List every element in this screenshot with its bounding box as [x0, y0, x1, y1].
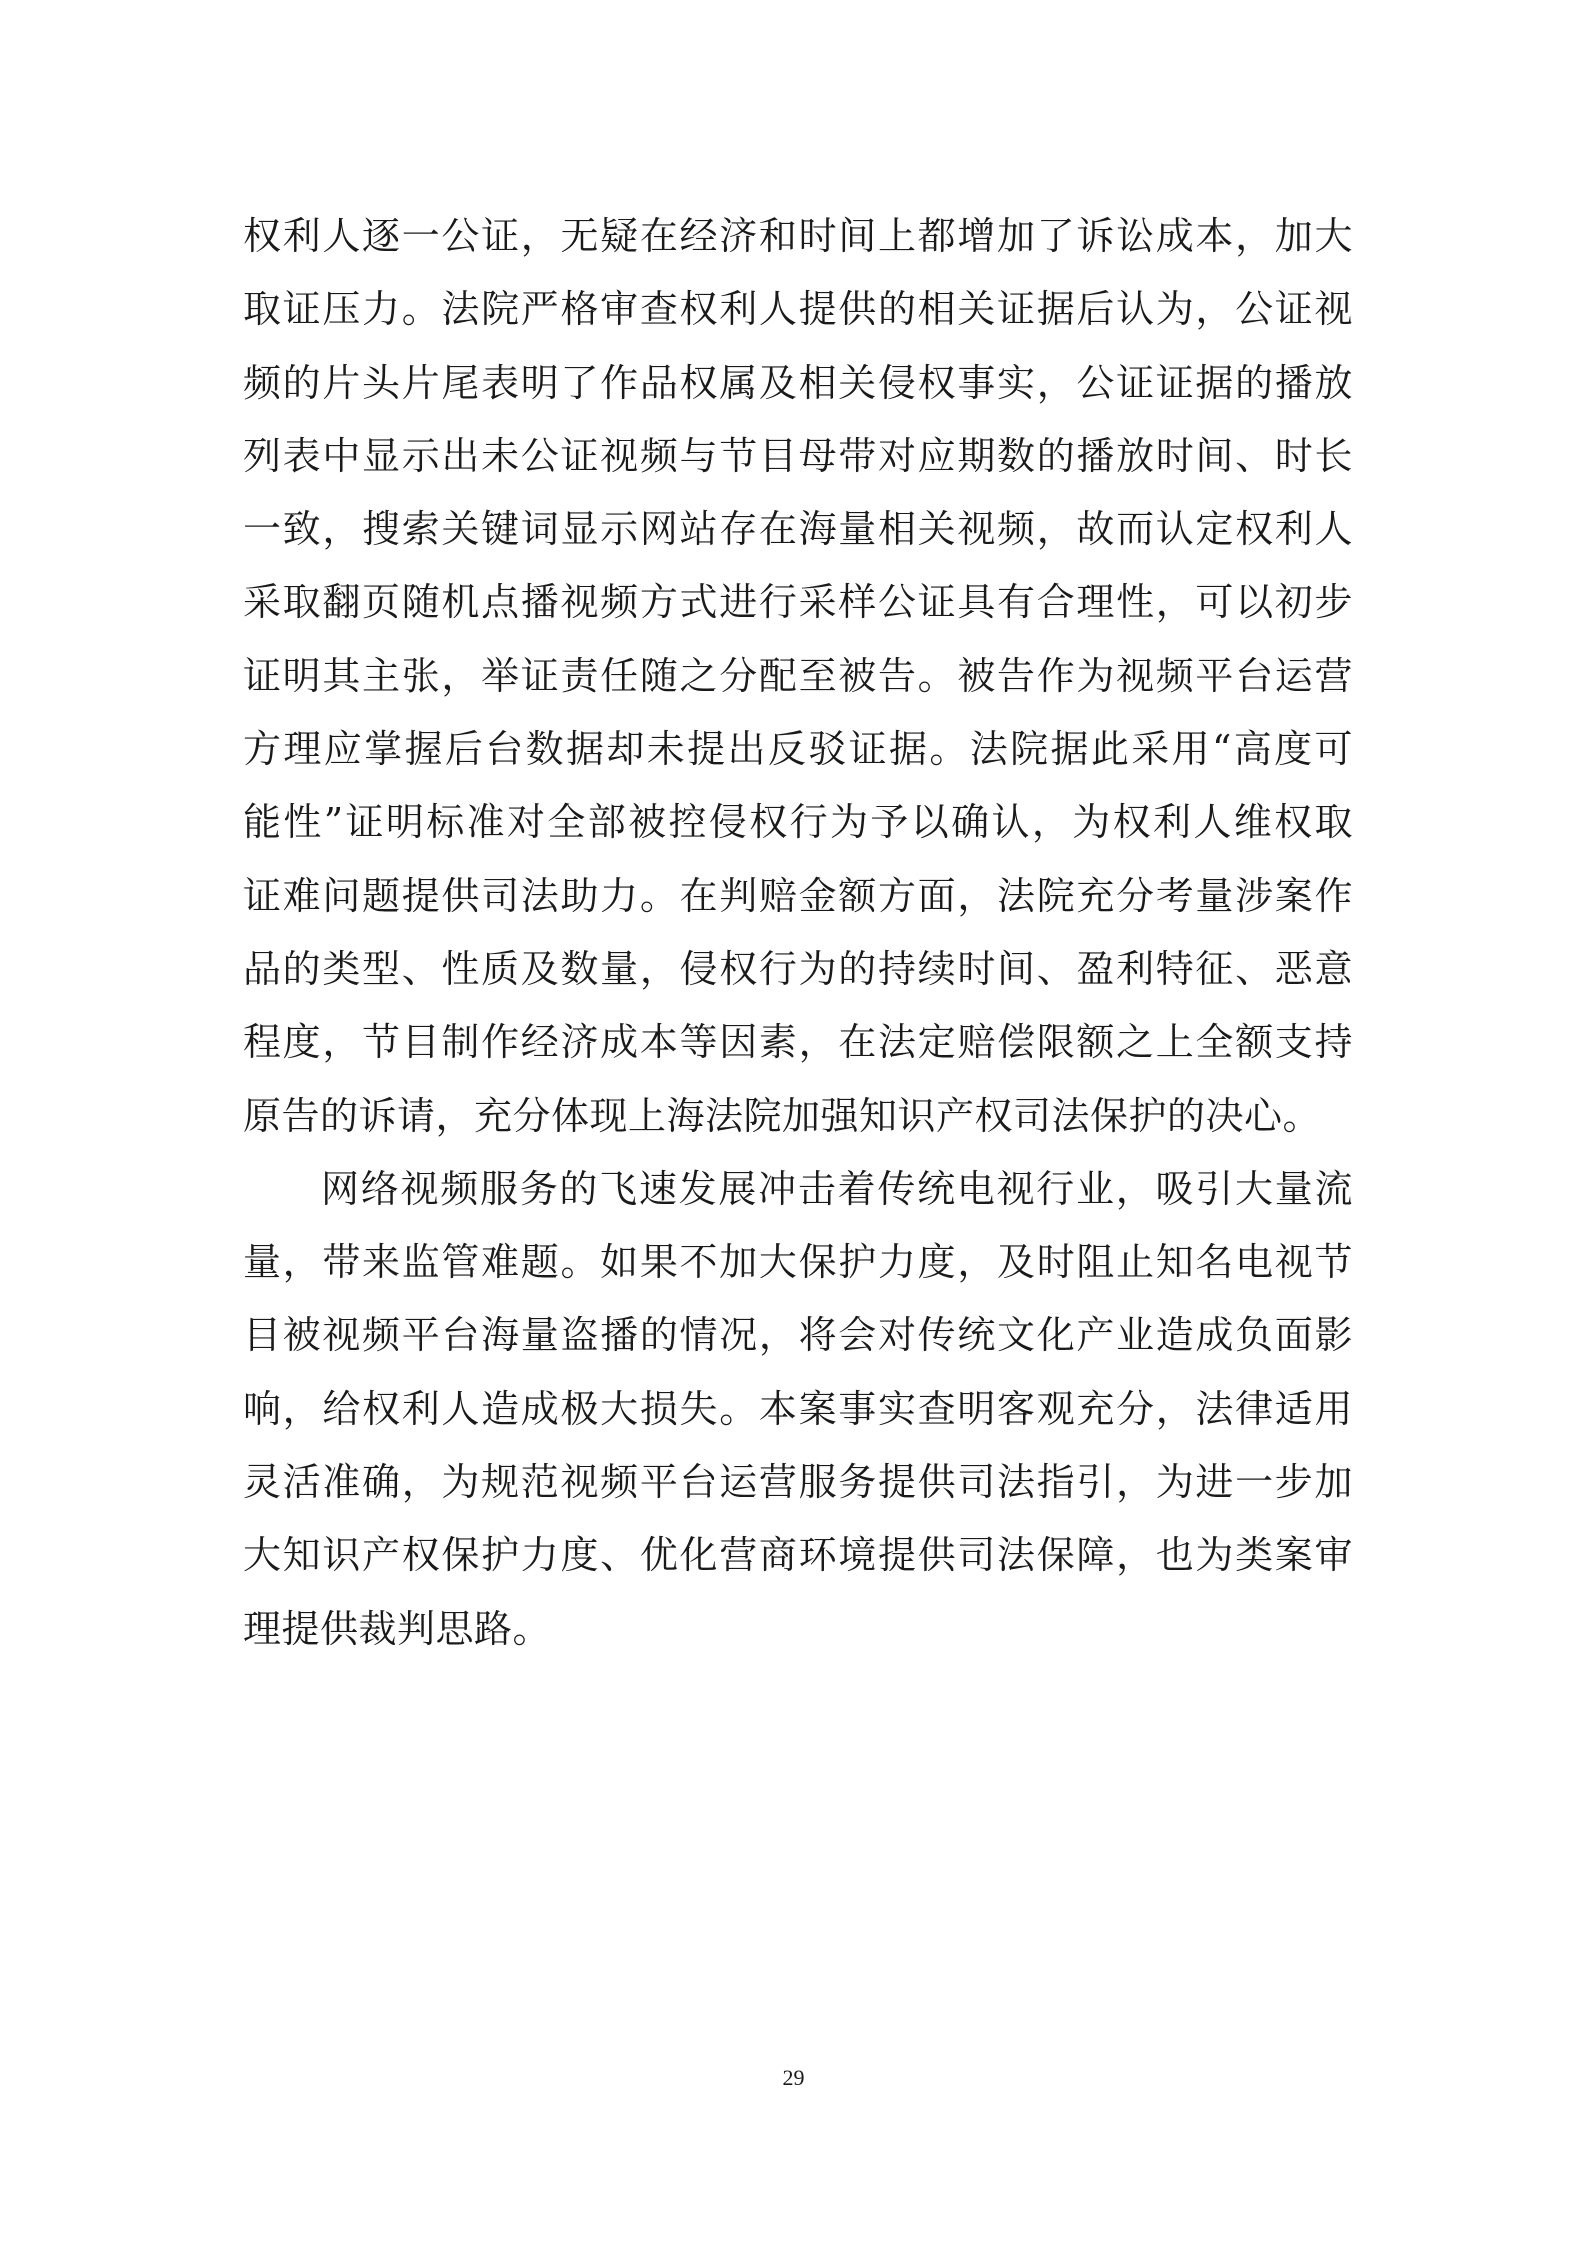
paragraph-line: 理提供裁判思路。 — [243, 1606, 552, 1651]
paragraph-line: 权利人逐一公证，无疑在经济和时间上都增加了诉讼成本，加大 — [243, 214, 1353, 258]
paragraph-line: 频的片头片尾表明了作品权属及相关侵权事实，公证证据的播放 — [243, 360, 1353, 405]
paragraph-line: 程度，节目制作经济成本等因素，在法定赔偿限额之上全额支持 — [243, 1020, 1353, 1065]
paragraph-1 — [243, 200, 1353, 1153]
paragraph-line: 方理应掌握后台数据却未提出反驳证据。法院据此采用“高度可 — [243, 727, 1353, 772]
paragraph-line: 能性”证明标准对全部被控侵权行为予以确认，为权利人维权取 — [243, 800, 1353, 845]
paragraph-line: 采取翻页随机点播视频方式进行采样公证具有合理性，可以初步 — [243, 580, 1353, 625]
paragraph-line: 证难问题提供司法助力。在判赔金额方面，法院充分考量涉案作 — [243, 873, 1353, 918]
paragraph-line: 目被视频平台海量盗播的情况，将会对传统文化产业造成负面影 — [243, 1313, 1353, 1358]
paragraph-line: 大知识产权保护力度、优化营商环境提供司法保障，也为类案审 — [243, 1533, 1353, 1578]
paragraph-2 — [243, 1153, 1353, 1666]
paragraph-line: 取证压力。法院严格审查权利人提供的相关证据后认为，公证视 — [243, 287, 1353, 332]
paragraph-line: 灵活准确，为规范视频平台运营服务提供司法指引，为进一步加 — [243, 1460, 1353, 1505]
paragraph-line: 响，给权利人造成极大损失。本案事实查明客观充分，法律适用 — [243, 1386, 1353, 1431]
paragraph-line: 列表中显示出未公证视频与节目母带对应期数的播放时间、时长 — [243, 433, 1353, 478]
paragraph-line: 证明其主张，举证责任随之分配至被告。被告作为视频平台运营 — [243, 653, 1353, 698]
paragraph-line: 量，带来监管难题。如果不加大保护力度，及时阻止知名电视节 — [243, 1240, 1353, 1285]
paragraph-line: 网络视频服务的飞速发展冲击着传统电视行业，吸引大量流 — [321, 1166, 1353, 1211]
body-text — [243, 200, 1353, 1666]
paragraph-line: 原告的诉请，充分体现上海法院加强知识产权司法保护的决心。 — [243, 1093, 1322, 1138]
paragraph-line: 品的类型、性质及数量，侵权行为的持续时间、盈利特征、恶意 — [243, 946, 1353, 991]
paragraph-line: 一致，搜索关键词显示网站存在海量相关视频，故而认定权利人 — [243, 507, 1353, 552]
page-number: 29 — [782, 2065, 805, 2090]
